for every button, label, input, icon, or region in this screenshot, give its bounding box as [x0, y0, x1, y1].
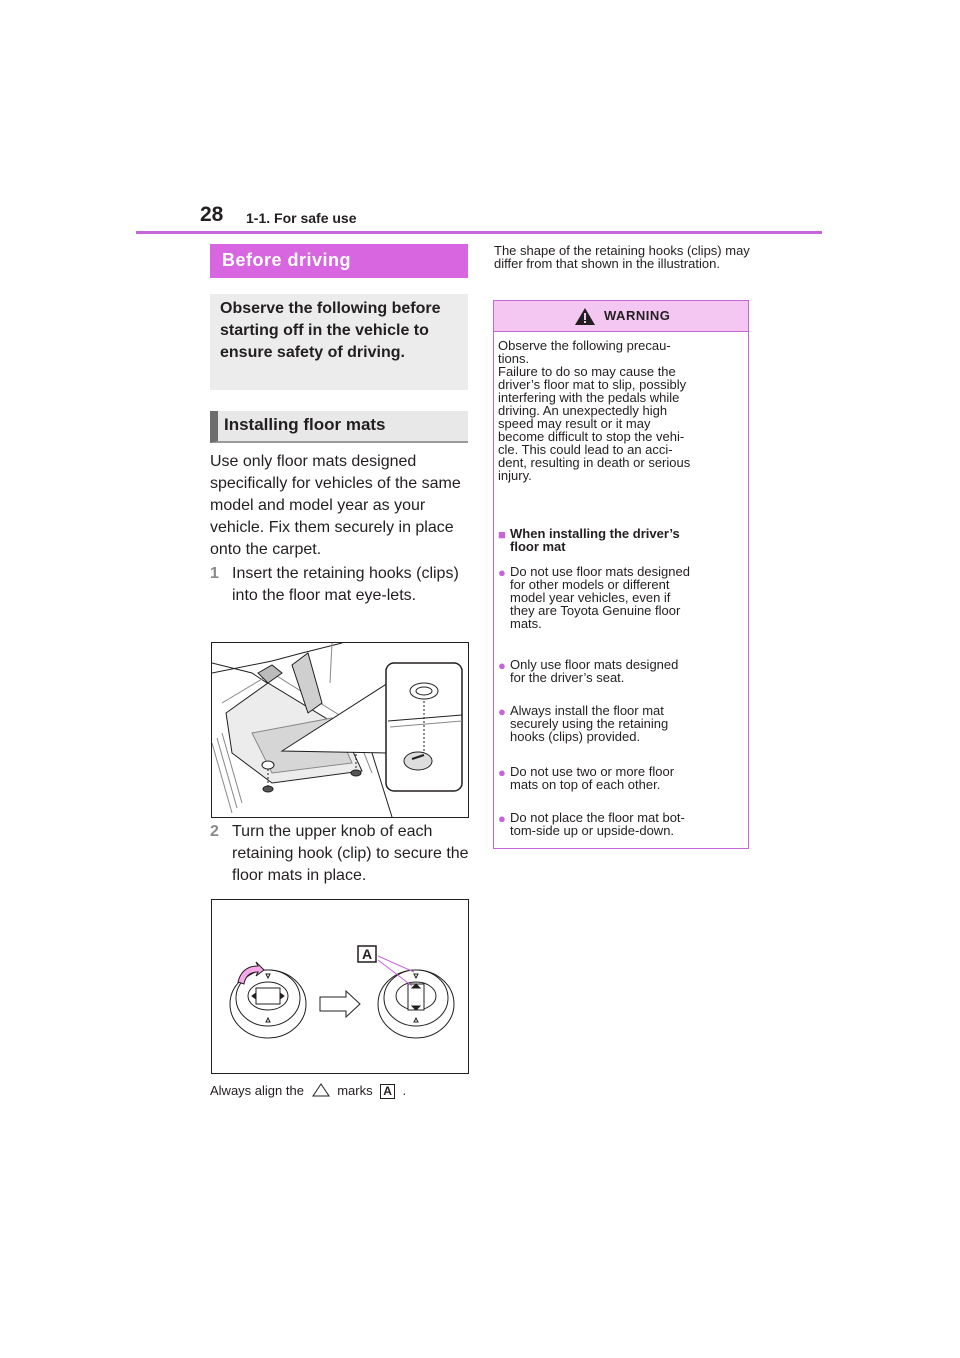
- section-title: 1-1. For safe use: [246, 210, 357, 226]
- step-2: [210, 821, 472, 891]
- warning-line: tions.: [498, 351, 530, 366]
- floor-mat-illustration: [211, 642, 469, 818]
- body-paragraph: Use only floor mats designed specifically for vehicles of the same model and model year as your vehicle. Fix them securely in place onto the carpet.: [210, 453, 461, 558]
- step-number: 1: [210, 565, 219, 582]
- warning-icon: [574, 307, 596, 326]
- triangle-mark-icon: [312, 1083, 330, 1097]
- warning-subheading: When installing the driver’s: [510, 526, 680, 541]
- intro-box: [210, 294, 468, 390]
- caption-pre: Always align the: [210, 1083, 304, 1098]
- section-banner: [210, 244, 468, 278]
- bullet-line: for the driver’s seat.: [510, 670, 625, 685]
- bullet-icon: ●: [498, 704, 506, 719]
- page-number: 28: [200, 203, 224, 226]
- bullet-icon: ●: [498, 658, 506, 673]
- warning-line: Observe the following precau-: [498, 338, 671, 353]
- bullet-line: tom-side up or upside-down.: [510, 823, 675, 838]
- bullet-line: for other models or different: [510, 577, 670, 592]
- warning-line: speed may result or it may: [498, 416, 651, 431]
- caption-label-a: A: [380, 1084, 395, 1099]
- warning-line: cle. This could lead to an acci-: [498, 442, 673, 457]
- warning-title: WARNING: [604, 308, 671, 323]
- step-text: Insert the retaining hooks (clips) into the floor mat eye-lets.: [232, 565, 459, 604]
- caption: [210, 1083, 406, 1099]
- bullet-line: hooks (clips) provided.: [510, 729, 641, 744]
- bullet-line: Do not use two or more floor: [510, 764, 675, 779]
- bullet-line: Do not use floor mats designed: [510, 564, 690, 579]
- subheading: [210, 411, 468, 443]
- header-rule: [136, 231, 822, 234]
- square-bullet-icon: ■: [498, 527, 506, 542]
- bullet-line: Only use floor mats designed: [510, 657, 679, 672]
- bullet-line: mats on top of each other.: [510, 777, 661, 792]
- warning-box: [493, 300, 749, 849]
- bullet-icon: ●: [498, 565, 506, 580]
- caption-post: .: [402, 1083, 407, 1098]
- warning-subheading: floor mat: [510, 539, 566, 554]
- bullet-line: Do not place the floor mat bot-: [510, 810, 685, 825]
- warning-line: injury.: [498, 468, 532, 483]
- step-number: 2: [210, 823, 219, 840]
- intro-text: Observe the following before starting off in the vehicle to ensure safety of driving.: [220, 300, 441, 361]
- bullet-line: Always install the floor mat: [510, 703, 664, 718]
- knob-drawing: [212, 900, 468, 1073]
- subheading-title: Installing floor mats: [224, 415, 386, 434]
- bullet-icon: ●: [498, 811, 506, 826]
- warning-line: driving. An unexpectedly high: [498, 403, 668, 418]
- fig-label-a: A: [362, 946, 373, 962]
- bullet-line: securely using the retaining: [510, 716, 669, 731]
- bullet-line: model year vehicles, even if: [510, 590, 671, 605]
- step-text: Turn the upper knob of each retaining hook (clip) to secure the floor mats in place.: [232, 823, 469, 884]
- warning-line: driver’s floor mat to slip, possibly: [498, 377, 687, 392]
- bullet-icon: ●: [498, 765, 506, 780]
- knob-illustration: [211, 899, 469, 1074]
- bullet-line: they are Toyota Genuine floor: [510, 603, 681, 618]
- warning-line: dent, resulting in death or serious: [498, 455, 691, 470]
- warning-header: [494, 301, 748, 332]
- step-1: [210, 563, 472, 633]
- banner-title: Before driving: [222, 250, 352, 270]
- floor-mat-drawing: [212, 643, 468, 817]
- warning-line: Failure to do so may cause the: [498, 364, 676, 379]
- warning-line: become difficult to stop the vehi-: [498, 429, 685, 444]
- caption-mid: marks: [337, 1083, 373, 1098]
- hook-shape-note: The shape of the retaining hooks (clips) may differ from that shown in the illustration.: [494, 243, 750, 271]
- warning-line: interfering with the pedals while: [498, 390, 680, 405]
- bullet-line: mats.: [510, 616, 542, 631]
